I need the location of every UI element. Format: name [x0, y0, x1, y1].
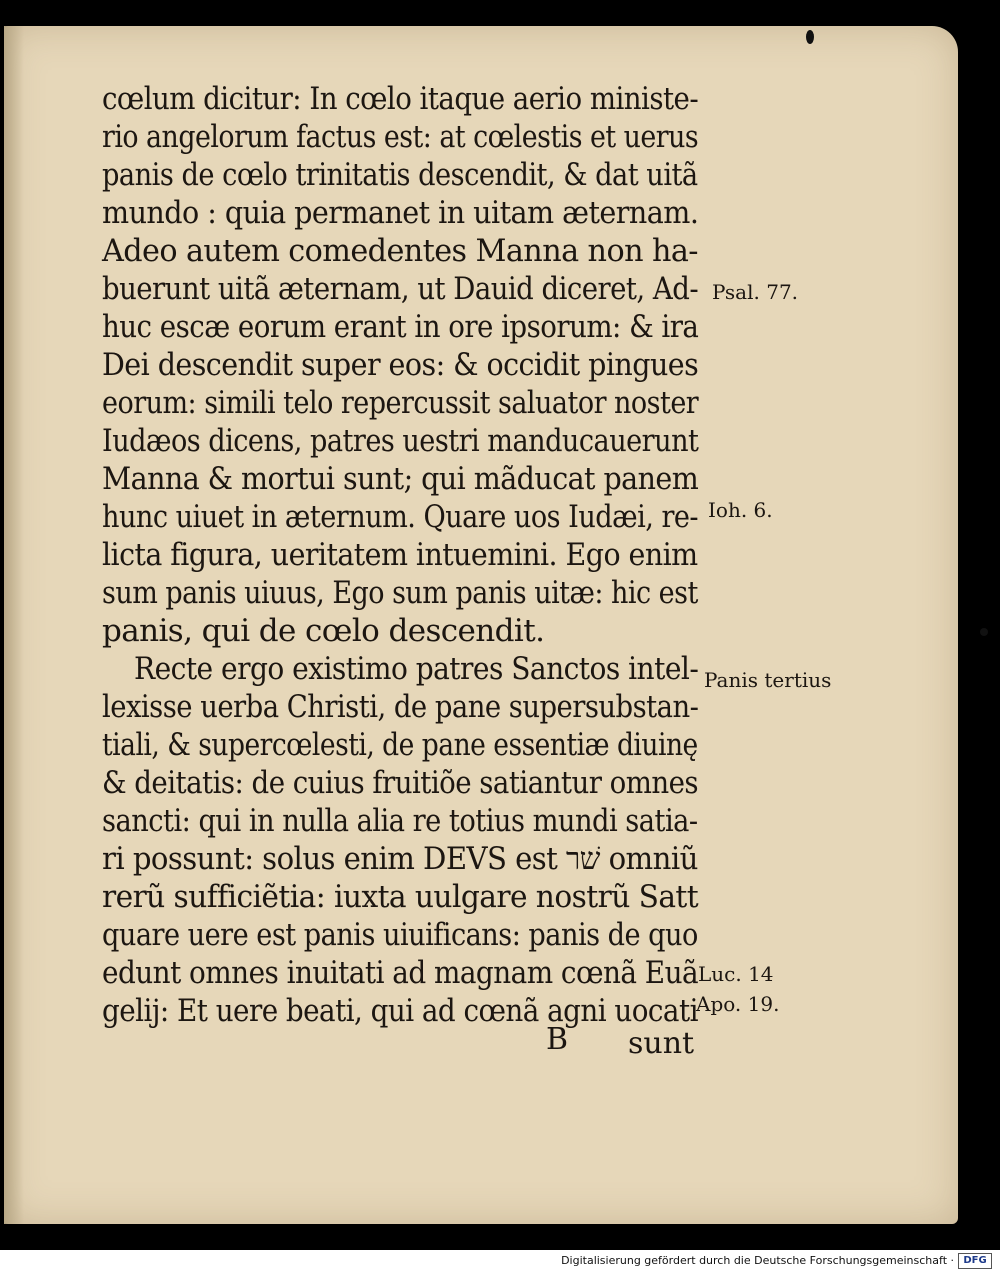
right-edge-speck — [980, 628, 988, 636]
text-line: sancti: qui in nulla alia re totius mundi satia- — [102, 803, 698, 839]
text-line: eorum: simili telo repercussit saluator noster — [102, 385, 699, 421]
text-line: Manna & mortui sunt; qui mãducat panem — [102, 461, 699, 497]
text-line: buerunt uitã æternam, ut Dauid diceret, Ad- — [102, 271, 699, 307]
text-line: lexisse uerba Christi, de pane supersubstan- — [102, 689, 699, 725]
text-line: Iudæos dicens, patres uestri manducauerunt — [102, 423, 699, 459]
text-line: gelij: Et uere beati, qui ad cœnã agni uocati — [102, 993, 698, 1029]
text-line: Recte ergo existimo patres Sanctos intel- — [134, 651, 699, 687]
text-line: Adeo autem comedentes Manna non ha- — [102, 233, 698, 269]
text-line: sum panis uiuus, Ego sum panis uitæ: hic est — [102, 575, 698, 611]
margin-note-psal: Psal. 77. — [712, 280, 799, 304]
margin-note-luc: Luc. 14 — [698, 962, 774, 986]
margin-note-panis: Panis tertius — [704, 668, 832, 692]
footer-bar — [0, 1250, 1000, 1272]
text-line: hunc uiuet in æternum. Quare uos Iudæi, re- — [102, 499, 699, 535]
text-line: cœlum dicitur: In cœlo itaque aerio ministe- — [102, 81, 699, 117]
catchword: sunt — [628, 1026, 695, 1061]
funding-credit: Digitalisierung gefördert durch die Deutsche Forschungsgemeinschaft · — [561, 1254, 954, 1267]
margin-note-apo: Apo. 19. — [696, 992, 780, 1016]
text-line: panis, qui de cœlo descendit. — [102, 613, 545, 649]
text-line: edunt omnes inuitati ad magnam cœnã Euã — [102, 955, 699, 991]
text-line: panis de cœlo trinitatis descendit, & dat uitã — [102, 157, 698, 193]
margin-note-ioh: Ioh. 6. — [708, 498, 773, 522]
dfg-logo: DFG — [958, 1253, 992, 1269]
text-line: Dei descendit super eos: & occidit pingues — [102, 347, 699, 383]
signature-mark: B — [546, 1022, 569, 1057]
text-line: mundo : quia permanet in uitam æternam. — [102, 195, 699, 231]
text-line: licta figura, ueritatem intuemini. Ego enim — [102, 537, 698, 573]
top-speck — [806, 30, 814, 44]
page-gutter-shadow — [4, 26, 24, 1224]
text-line: huc escæ eorum erant in ore ipsorum: & ira — [102, 309, 699, 345]
text-line: rio angelorum factus est: at cœlestis et uerus — [102, 119, 699, 155]
text-line: & deitatis: de cuius fruitiõe satiantur omnes — [102, 765, 699, 801]
text-line: tiali, & supercœlesti, de pane essentiæ diuinę — [102, 727, 698, 763]
text-line: quare uere est panis uiuificans: panis de quo — [102, 917, 698, 953]
text-line: rerũ sufficiẽtia: iuxta uulgare nostrũ Satt — [102, 879, 699, 915]
text-line: ri possunt: solus enim DEVS est שׁר omniũ — [102, 841, 698, 877]
